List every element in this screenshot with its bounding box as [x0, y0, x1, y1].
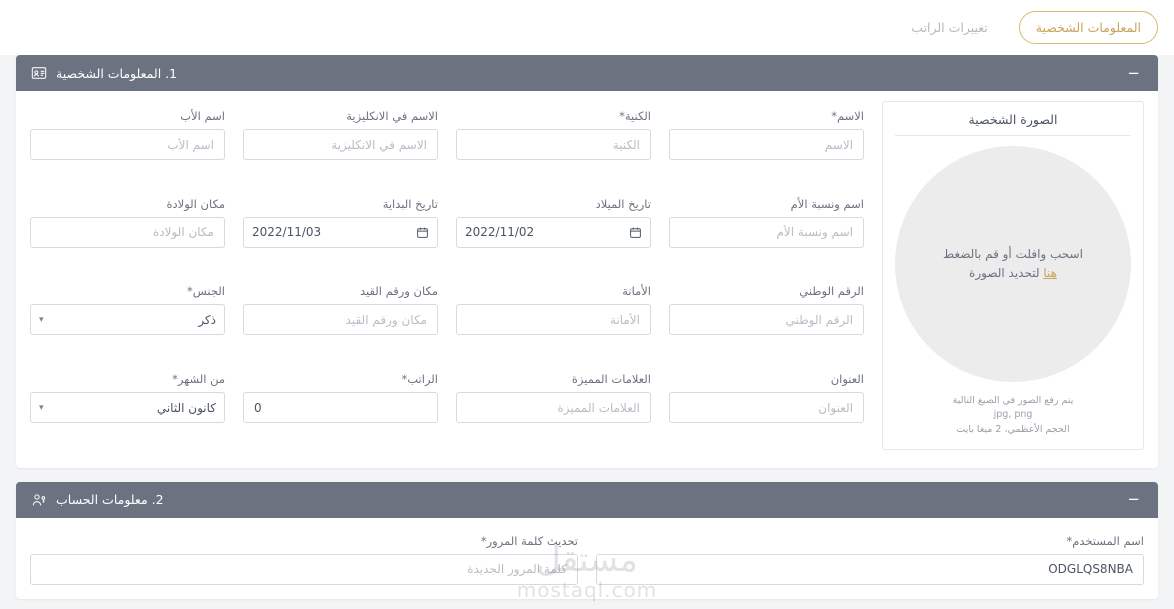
- calendar-icon[interactable]: [628, 225, 642, 239]
- label-registry: مكان ورقم القيد: [359, 284, 438, 299]
- gender-select[interactable]: [30, 304, 225, 335]
- user-key-icon: [30, 491, 48, 509]
- field-father-name: [30, 101, 225, 187]
- dropzone-text-after: لتحديد الصورة: [969, 266, 1044, 280]
- watermark-latin: mostaql.com: [516, 578, 658, 602]
- account-info-card: [16, 482, 1158, 602]
- photo-dropzone[interactable]: [895, 146, 1131, 382]
- start-date-input[interactable]: [243, 217, 438, 248]
- profile-photo-title: الصورة الشخصية: [895, 112, 1131, 136]
- field-gender: [30, 276, 225, 362]
- father-name-input[interactable]: [30, 129, 225, 160]
- from-month-value: كانون الثاني: [156, 400, 216, 415]
- name-input[interactable]: [669, 129, 864, 160]
- photo-note-line2: jpg, png: [993, 409, 1033, 421]
- label-name: الاسم*: [831, 109, 864, 123]
- label-kunya: الكنية*: [619, 109, 651, 123]
- label-marks: العلامات المميزة: [571, 372, 651, 387]
- dropzone-text-before: اسحب وافلت أو قم بالضغط: [943, 246, 1083, 261]
- field-username: [596, 528, 1144, 585]
- field-name: [669, 101, 864, 187]
- national-id-input[interactable]: [669, 304, 864, 335]
- account-info-title: 2. معلومات الحساب: [56, 492, 164, 508]
- label-start-date: تاريخ البداية: [382, 196, 438, 211]
- tab-salary-changes[interactable]: تغييرات الراتب: [911, 20, 988, 35]
- label-birth-place: مكان الولادة: [166, 196, 225, 211]
- chevron-down-icon: ▾: [39, 402, 44, 413]
- account-info-header: [16, 482, 1158, 518]
- dropzone-browse-link[interactable]: هنا: [1043, 266, 1057, 280]
- profile-photo-panel: [882, 101, 1144, 450]
- field-start-date: [243, 189, 438, 275]
- field-address: [669, 364, 864, 450]
- field-kunya: [456, 101, 651, 187]
- label-password: تحديث كلمة المرور*: [480, 533, 578, 548]
- kunya-input[interactable]: [456, 129, 651, 160]
- mother-name-input[interactable]: [669, 217, 864, 248]
- label-salary: الراتب*: [401, 372, 438, 387]
- salary-input[interactable]: [243, 392, 438, 423]
- field-amana: [456, 276, 651, 362]
- chevron-down-icon: ▾: [39, 314, 44, 325]
- personal-fields-grid: [30, 101, 864, 450]
- tab-personal-info[interactable]: المعلومات الشخصية: [1019, 11, 1158, 44]
- name-en-input[interactable]: [243, 129, 438, 160]
- account-fields-grid: [16, 518, 1158, 602]
- photo-format-note: [953, 394, 1074, 437]
- label-gender: الجنس*: [186, 284, 225, 299]
- label-birth-date: تاريخ الميلاد: [595, 196, 651, 211]
- label-name-en: الاسم في الانكليزية: [346, 109, 438, 123]
- password-input[interactable]: [30, 554, 578, 585]
- amana-input[interactable]: [456, 304, 651, 335]
- address-input[interactable]: [669, 392, 864, 423]
- label-father-name: اسم الأب: [180, 109, 225, 123]
- label-from-month: من الشهر*: [172, 372, 225, 387]
- field-marks: [456, 364, 651, 450]
- birth-date-input[interactable]: [456, 217, 651, 248]
- from-month-select[interactable]: [30, 392, 225, 423]
- label-amana: الأمانة: [622, 284, 651, 299]
- photo-note-line3: الحجم الأعظمي، 2 ميغا بايت: [956, 423, 1070, 435]
- personal-info-header: [16, 55, 1158, 91]
- collapse-account-button[interactable]: −: [1127, 490, 1140, 509]
- label-address: العنوان: [830, 372, 864, 387]
- birth-date-value: 2022/11/02: [465, 225, 535, 240]
- registry-input[interactable]: [243, 304, 438, 335]
- label-mother-name: اسم ونسبة الأم: [790, 196, 864, 211]
- id-card-icon: [30, 64, 48, 82]
- birth-place-input[interactable]: [30, 217, 225, 248]
- field-national-id: [669, 276, 864, 362]
- collapse-personal-button[interactable]: −: [1127, 63, 1140, 82]
- start-date-value: 2022/11/03: [252, 225, 322, 240]
- personal-info-title: 1. المعلومات الشخصية: [56, 65, 178, 81]
- field-name-en: [243, 101, 438, 187]
- field-registry: [243, 276, 438, 362]
- label-national-id: الرقم الوطني: [799, 284, 864, 299]
- personal-info-body: [16, 91, 1158, 468]
- field-birth-place: [30, 189, 225, 275]
- marks-input[interactable]: [456, 392, 651, 423]
- top-tab-bar: [0, 0, 1174, 55]
- gender-value: ذكر: [198, 312, 216, 327]
- field-birth-date: [456, 189, 651, 275]
- photo-note-line1: يتم رفع الصور في الصيغ التالية: [952, 395, 1074, 406]
- field-password: [30, 528, 578, 585]
- calendar-icon[interactable]: [415, 225, 429, 239]
- field-from-month: [30, 364, 225, 450]
- username-input[interactable]: [596, 554, 1144, 585]
- label-username: اسم المستخدم*: [1066, 533, 1144, 548]
- watermark-arabic: مستقل: [536, 540, 638, 580]
- field-mother-name: [669, 189, 864, 275]
- personal-info-card: [16, 55, 1158, 468]
- field-salary: [243, 364, 438, 450]
